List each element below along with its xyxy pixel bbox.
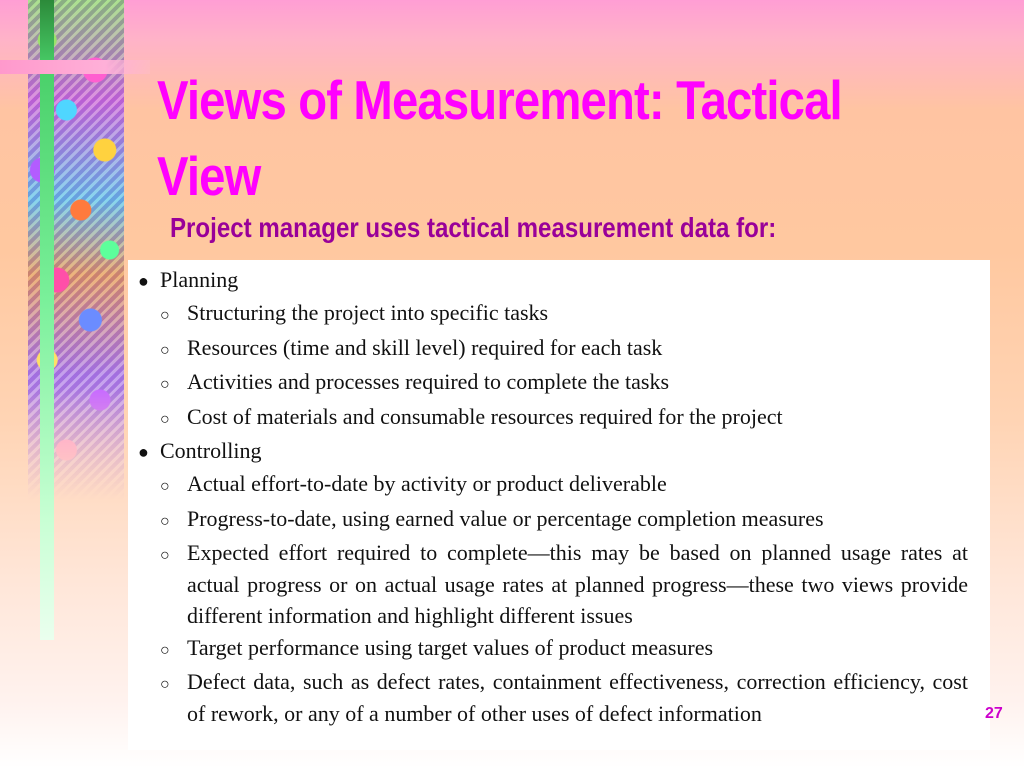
bullet-circle-icon: ○ bbox=[160, 512, 170, 530]
list-item-text: Cost of materials and consumable resources required for the project bbox=[187, 403, 783, 429]
list-item bbox=[160, 468, 968, 503]
bullet-item bbox=[138, 264, 968, 297]
list-item-text: Structuring the project into specific tasks bbox=[187, 300, 549, 325]
list-item-text: Activities and processes required to complete the tasks bbox=[187, 369, 670, 394]
section-controlling bbox=[138, 435, 968, 729]
section-heading: Planning bbox=[160, 267, 239, 292]
slide-subtitle: Project manager uses tactical measurement data for: bbox=[170, 212, 777, 243]
bullet-dot-icon: ● bbox=[138, 442, 149, 462]
section-heading: Controlling bbox=[160, 438, 262, 463]
list-item-text: Progress-to-date, using earned value or percentage completion measures bbox=[187, 505, 824, 531]
bullet-circle-icon: ○ bbox=[160, 478, 170, 495]
list-item-text: Resources (time and skill level) required for each task bbox=[187, 334, 663, 360]
bullet-circle-icon: ○ bbox=[160, 410, 170, 428]
decorative-horizontal-bar bbox=[0, 60, 150, 74]
list-item bbox=[160, 297, 968, 332]
section-planning bbox=[138, 264, 968, 435]
list-item bbox=[160, 503, 968, 538]
bullet-circle-icon: ○ bbox=[160, 376, 170, 393]
list-item bbox=[160, 366, 968, 401]
page-number: 27 bbox=[985, 705, 1003, 722]
content-panel bbox=[128, 260, 990, 750]
list-item bbox=[160, 632, 968, 667]
list-item-text: Actual effort-to-date by activity or product deliverable bbox=[187, 471, 667, 496]
list-item-text: Defect data, such as defect rates, containment effectiveness, correction efficiency, cost of rework, or any of a number of other uses of defect information bbox=[187, 669, 968, 726]
list-item bbox=[160, 332, 968, 367]
slide-title: Views of Measurement: Tactical View bbox=[157, 69, 842, 207]
bullet-circle-icon: ○ bbox=[160, 641, 170, 659]
list-item-text: Target performance using target values of product measures bbox=[187, 634, 714, 660]
sub-list bbox=[138, 468, 968, 729]
bullet-circle-icon: ○ bbox=[160, 307, 170, 324]
list-item bbox=[160, 666, 968, 729]
bullet-item bbox=[138, 435, 968, 468]
bullet-dot-icon: ● bbox=[138, 271, 149, 291]
sub-list bbox=[138, 297, 968, 435]
list-item bbox=[160, 537, 968, 632]
list-item bbox=[160, 401, 968, 436]
bullet-circle-icon: ○ bbox=[160, 547, 170, 564]
bullet-circle-icon: ○ bbox=[160, 341, 170, 359]
list-item-text: Expected effort required to complete—this may be based on planned usage rates at actual progress or on actual usage rates at planned progress—these two views provide different information and highlight different issues bbox=[187, 540, 968, 628]
decorative-vertical-bar bbox=[40, 0, 54, 640]
bullet-circle-icon: ○ bbox=[160, 676, 170, 693]
